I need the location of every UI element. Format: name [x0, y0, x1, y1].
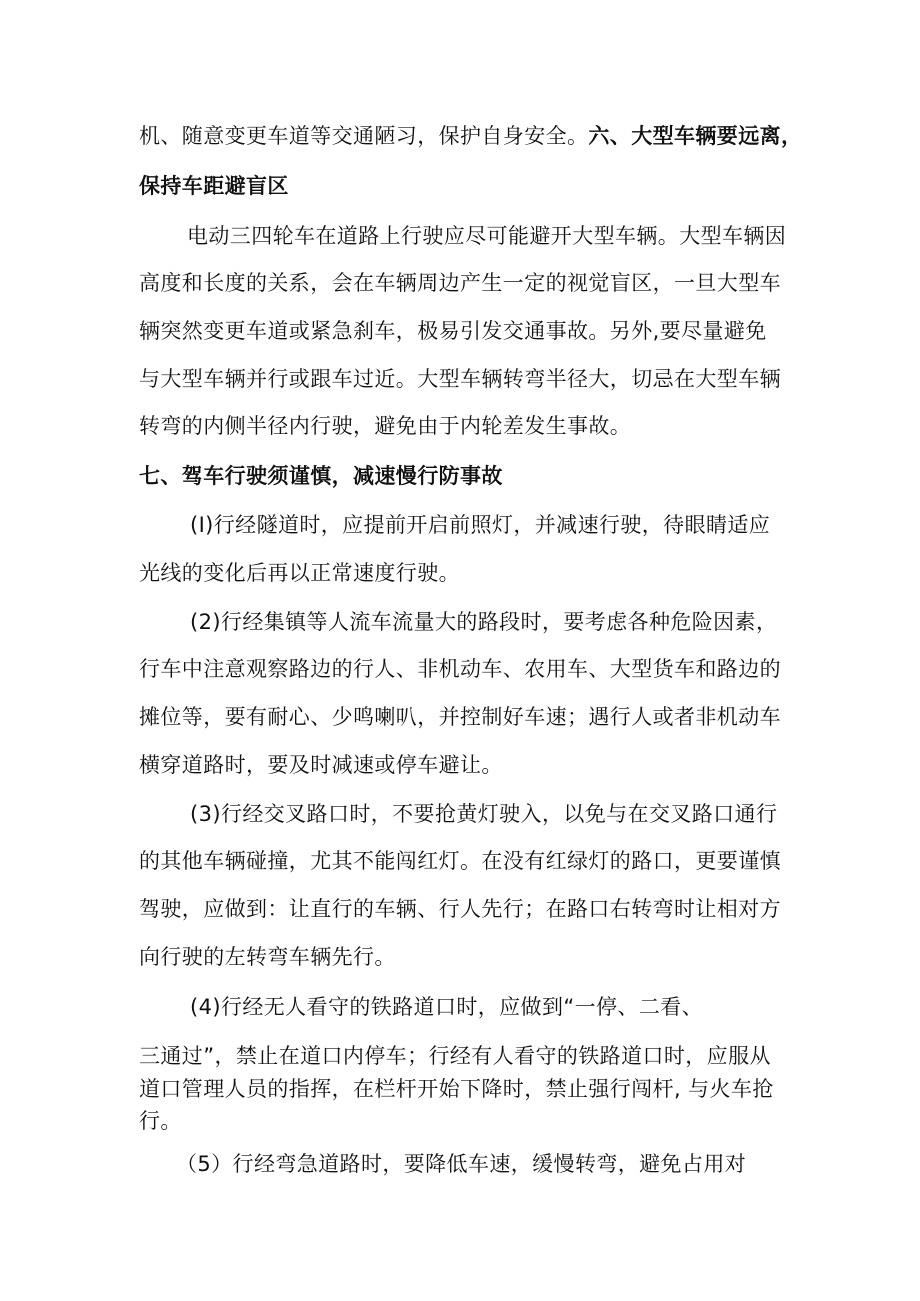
- paragraph-line: (3)行经交叉路口时，不要抢黄灯驶入，以免与在交叉路口通行: [190, 802, 778, 826]
- paragraph-line: 驾驶，应做到：让直行的车辆、行人先行；在路口右转弯时让相对方: [139, 897, 781, 921]
- paragraph-line: 辆突然变更车道或紧急刹车，极易引发交通事故。另外,要尽量避免: [139, 319, 767, 343]
- paragraph-line: （5）行经弯急道路时，要降低车速，缓慢转弯，避免占用对: [176, 1152, 747, 1176]
- paragraph-line: 的其他车辆碰撞，尤其不能闯红灯。在没有红绿灯的路口，更要谨慎: [139, 849, 781, 873]
- paragraph-line: 行。: [139, 1109, 182, 1133]
- paragraph-line: 摊位等，要有耐心、少鸣喇叭，并控制好车速；遇行人或者非机动车: [139, 705, 781, 729]
- section-6-heading-continued: 保持车距避盲区: [139, 174, 289, 198]
- paragraph-line: 高度和长度的关系，会在车辆周边产生一定的视觉盲区，一旦大型车: [139, 271, 781, 295]
- section-7-heading: 七、驾车行驶须谨慎，减速慢行防事故: [139, 464, 503, 488]
- paragraph-line: 行车中注意观察路边的行人、非机动车、农用车、大型货车和路边的: [139, 657, 781, 681]
- paragraph-line: 横穿道路时，要及时减速或停车避让。: [139, 753, 503, 777]
- paragraph-line: (2)行经集镇等人流车流量大的路段时，要考虑各种危险因素，: [190, 610, 778, 634]
- paragraph-line: 电动三四轮车在道路上行驶应尽可能避开大型车辆。大型车辆因: [187, 224, 787, 248]
- paragraph-line: 道口管理人员的指挥，在栏杆开始下降时，禁止强行闯杆, 与火车抢: [139, 1077, 774, 1101]
- paragraph-line: 光线的变化后再以正常速度行驶。: [139, 561, 460, 585]
- paragraph-line: (4)行经无人看守的铁路道口时，应做到“一停、二看、: [190, 995, 704, 1019]
- paragraph-line: 转弯的内侧半径内行驶，避免由于内轮差发生事故。: [139, 414, 632, 438]
- paragraph-line: 三通过”，禁止在道口内停车；行经有人看守的铁路道口时，应服从: [139, 1044, 771, 1068]
- paragraph-line: 与大型车辆并行或跟车过近。大型车辆转弯半径大，切忌在大型车辆: [139, 367, 781, 391]
- text-span: 机、随意变更车道等交通陋习，保护自身安全。: [139, 124, 589, 148]
- paragraph-line: 向行驶的左转弯车辆先行。: [139, 945, 396, 969]
- text-line: [139, 121, 802, 151]
- paragraph-line: (I)行经隧道时，应提前开启前照灯，并减速行驶，待眼睛适应: [190, 513, 771, 537]
- section-6-heading: 六、大型车辆要远离，: [588, 124, 803, 148]
